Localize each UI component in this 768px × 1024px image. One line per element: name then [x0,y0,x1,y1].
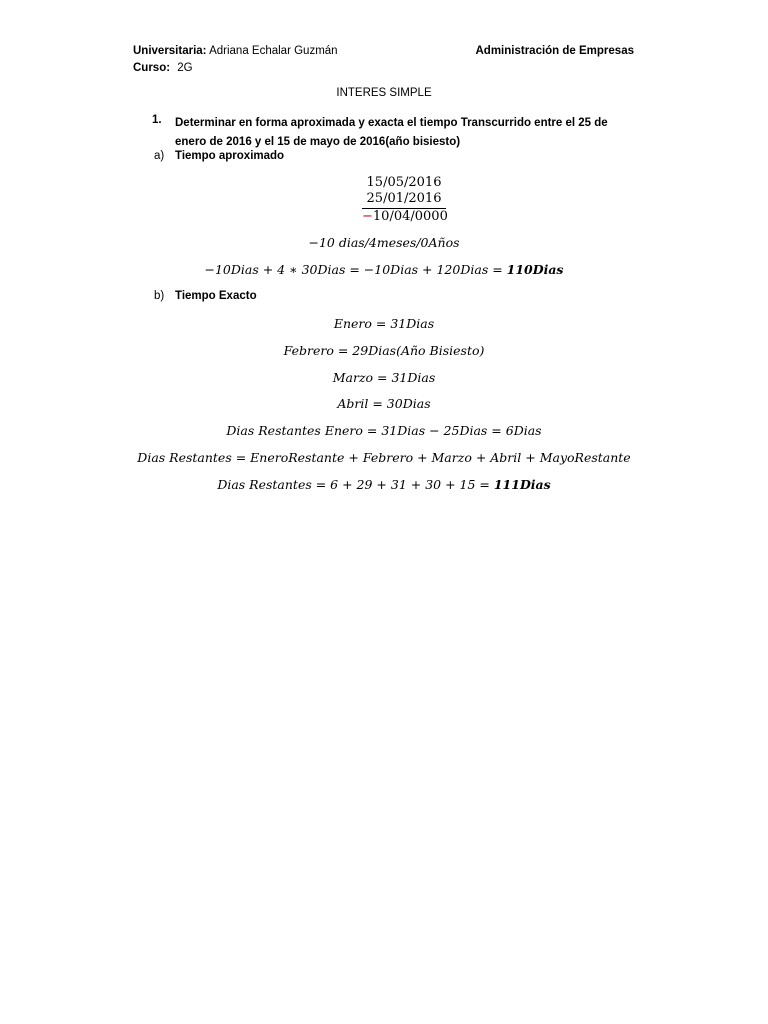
exact-line-febrero: Febrero = 29Dias(Año Bisiesto) [283,343,485,358]
section-a-title: Tiempo aproximado [175,150,285,162]
student-name: Adriana Echalar Guzmán [209,45,338,57]
section-a-letter: a) [154,150,165,162]
approx-line-1: −10 dias/4meses/0Años [308,235,460,250]
approx-line-2 [0,262,768,277]
exact-result: 111Dias [493,477,551,492]
subtraction-result-row [362,209,446,225]
course-line [133,60,338,77]
question-number: 1. [152,114,162,126]
approx-result: 110Dias [506,262,564,277]
exact-line-abril: Abril = 30Dias [337,396,431,411]
course-value: 2G [177,62,193,74]
subtraction-bottom: 25/01/2016 [366,191,442,206]
approx-line-2-main: −10Dias + 4 ∗ 30Dias = −10Dias + 120Dias = [204,262,507,277]
subtraction-result: 10/04/0000 [372,209,448,224]
exact-line-dias-enero: Dias Restantes Enero = 31Dias − 25Dias = 6Dias [226,423,542,438]
department-label: Administración de Empresas [475,45,634,57]
page-title: INTERES SIMPLE [336,87,432,99]
student-label: Universitaria: [133,45,207,57]
course-label: Curso: [133,62,171,74]
student-line [133,43,338,60]
date-subtraction [362,175,446,225]
subtraction-top: 15/05/2016 [366,175,442,190]
exact-final-line [0,477,768,492]
subtraction-minus: − [362,209,373,224]
header-left [133,43,338,77]
question-text: Determinar en forma aproximada y exacta el tiempo Transcurrido entre el 25 de enero de 2016 y el 15 de mayo de 2016(año bisiesto) [175,117,608,148]
exact-line-enero: Enero = 31Dias [333,316,435,331]
section-b-letter: b) [154,290,165,302]
exact-final-main: Dias Restantes = 6 + 29 + 31 + 30 + 15 = [217,477,494,492]
section-b-title: Tiempo Exacto [175,290,257,302]
exact-line-marzo: Marzo = 31Dias [332,370,436,385]
exact-line-dias-restantes: Dias Restantes = EneroRestante + Febrero + Marzo + Abril + MayoRestante [137,450,631,465]
